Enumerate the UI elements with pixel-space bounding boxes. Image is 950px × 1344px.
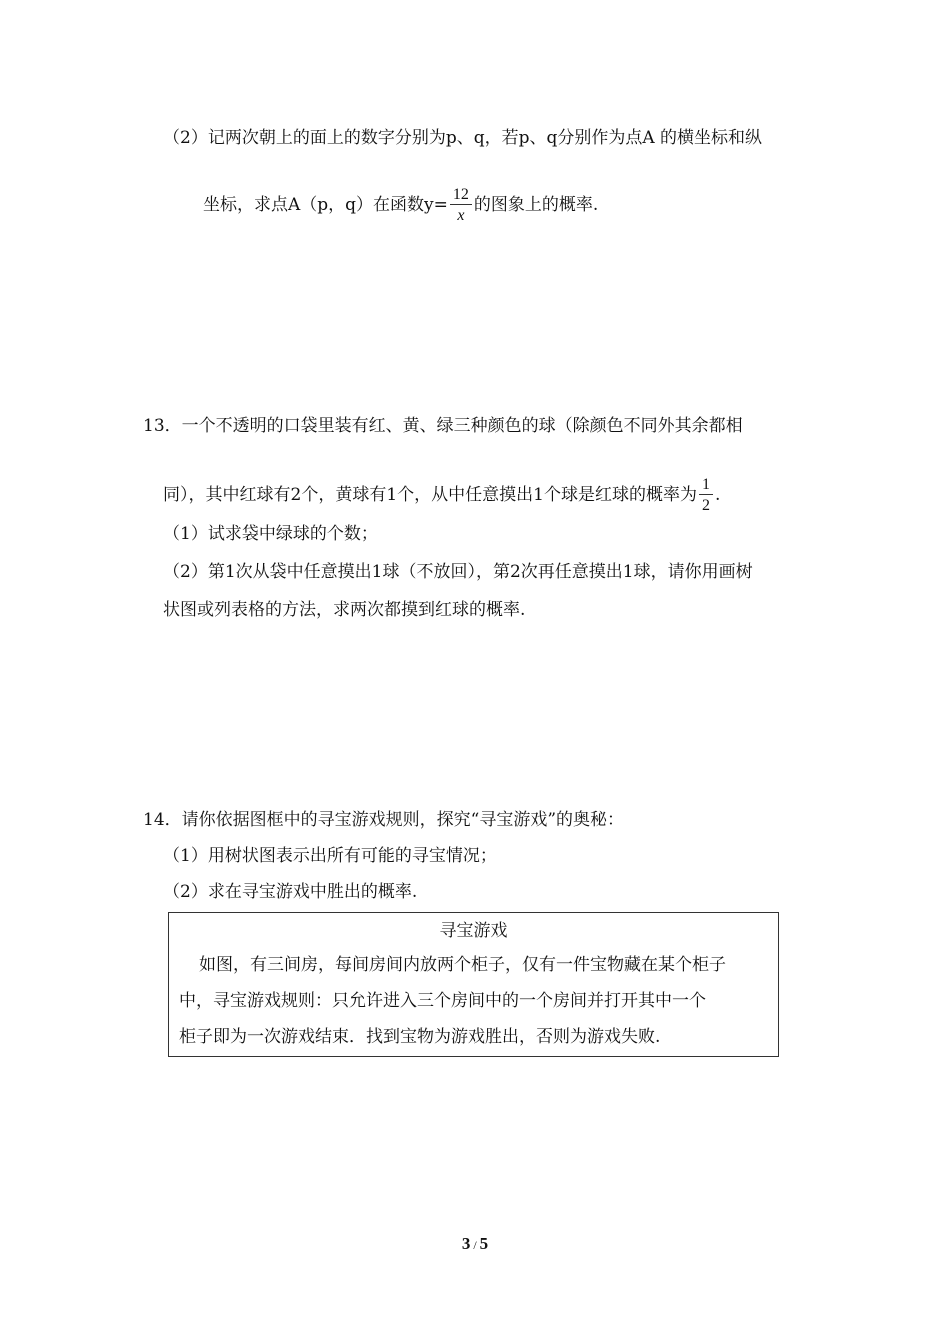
box-line-1: 如图，有三间房，每间房间内放两个柜子，仅有一件宝物藏在某个柜子 <box>199 955 726 975</box>
fraction-12-over-x <box>450 186 472 225</box>
q12-part2-line2-text-after: 的图象上的概率. <box>473 195 599 215</box>
q13-line2-text-after: . <box>714 485 721 505</box>
q12-part2-line2-text-before: 坐标，求点A（p，q）在函数y= <box>203 195 448 215</box>
q13-line2 <box>163 476 720 515</box>
fraction-numerator: 1 <box>699 476 713 495</box>
fraction-one-half <box>699 476 713 515</box>
fraction-numerator: 12 <box>450 186 472 205</box>
page-number <box>0 1234 950 1254</box>
q12-part2-line2 <box>203 186 598 225</box>
q14-part1: （1）用树状图表示出所有可能的寻宝情况； <box>163 846 497 866</box>
q13-line2-text-before: 同），其中红球有2个，黄球有1个，从中任意摸出1个球是红球的概率为 <box>163 485 697 505</box>
box-title: 寻宝游戏 <box>439 921 508 941</box>
q14-line1: 14．请你依据图框中的寻宝游戏规则，探究“寻宝游戏”的奥秘： <box>143 810 625 830</box>
q13-line1: 13．一个不透明的口袋里装有红、黄、绿三种颜色的球（除颜色不同外其余都相 <box>143 416 743 436</box>
q13-part2-line1: （2）第1次从袋中任意摸出1球（不放回），第2次再任意摸出1球，请你用画树 <box>163 562 753 582</box>
q13-part2-line2: 状图或列表格的方法，求两次都摸到红球的概率. <box>163 600 526 620</box>
q14-part2: （2）求在寻宝游戏中胜出的概率. <box>163 882 418 902</box>
page-separator: / <box>473 1238 477 1252</box>
fraction-denominator: 2 <box>701 497 710 514</box>
treasure-game-rules-box <box>168 912 779 1057</box>
total-pages: 5 <box>479 1234 489 1253</box>
box-line-2: 中，寻宝游戏规则：只允许进入三个房间中的一个房间并打开其中一个 <box>179 991 706 1011</box>
q12-part2-line1: （2）记两次朝上的面上的数字分别为p、q，若p、q分别作为点A 的横坐标和纵 <box>163 128 763 148</box>
box-line-3: 柜子即为一次游戏结束．找到宝物为游戏胜出，否则为游戏失败. <box>179 1027 661 1047</box>
fraction-denominator: x <box>457 207 465 224</box>
q13-part1: （1）试求袋中绿球的个数； <box>163 524 378 544</box>
current-page: 3 <box>461 1234 471 1253</box>
